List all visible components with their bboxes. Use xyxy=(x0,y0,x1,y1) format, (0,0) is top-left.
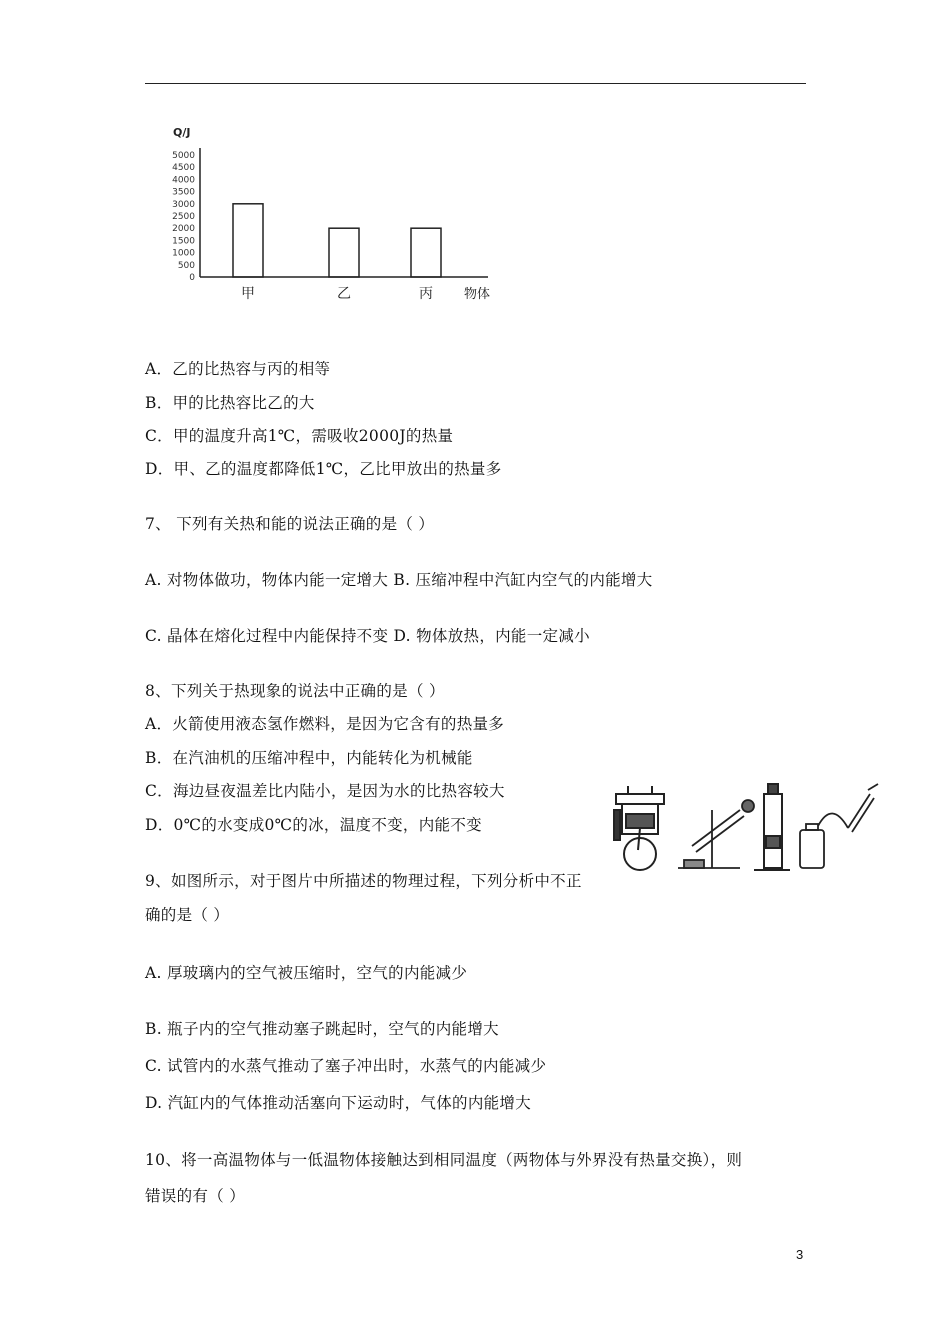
q7-stem: 7、 下列有关热和能的说法正确的是（ ） xyxy=(145,515,435,533)
q10-stem-line1: 10、将一高温物体与一低温物体接触达到相同温度（两物体与外界没有热量交换），则 xyxy=(145,1151,743,1169)
q8-option-a: A．火箭使用液态氢作燃料，是因为它含有的热量多 xyxy=(145,715,505,733)
q8-option-b: B．在汽油机的压缩冲程中，内能转化为机械能 xyxy=(145,749,473,767)
page-number: 3 xyxy=(796,1247,804,1262)
test-tube-drawing xyxy=(678,800,754,868)
physics-apparatus-figure xyxy=(612,780,882,875)
y-tick-label: 2000 xyxy=(172,224,195,235)
q8-option-c: C．海边昼夜温差比内陆小，是因为水的比热容较大 xyxy=(145,782,505,800)
q6-option-a: A．乙的比热容与丙的相等 xyxy=(145,360,331,378)
x-axis-label: 物体 xyxy=(463,287,491,302)
y-tick-label: 0 xyxy=(189,273,195,283)
y-axis-label: Q/J xyxy=(173,126,191,139)
q6-option-d: D．甲、乙的温度都降低1℃，乙比甲放出的热量多 xyxy=(145,460,502,478)
q9-option-b: B. 瓶子内的空气推动塞子跳起时，空气的内能增大 xyxy=(145,1020,499,1038)
y-tick-label: 4000 xyxy=(172,175,195,186)
y-tick-label: 3500 xyxy=(172,187,195,198)
q8-option-d: D．0℃的水变成0℃的冰，温度不变，内能不变 xyxy=(145,816,482,834)
q8-stem: 8、下列关于热现象的说法中正确的是（ ） xyxy=(145,682,445,700)
q7-options-cd: C. 晶体在熔化过程中内能保持不变 D. 物体放热，内能一定减小 xyxy=(145,627,590,645)
q9-stem-line2: 确的是（ ） xyxy=(145,906,230,924)
q6-option-b: B．甲的比热容比乙的大 xyxy=(145,394,315,412)
q9-stem-line1: 9、如图所示，对于图片中所描述的物理过程，下列分析中不正 xyxy=(145,872,582,890)
y-tick-label: 1000 xyxy=(172,248,195,259)
x-tick-label: 甲 xyxy=(241,286,255,302)
y-tick-label: 5000 xyxy=(172,151,195,161)
q6-option-c: C．甲的温度升高1℃，需吸收2000J的热量 xyxy=(145,427,454,445)
y-tick-label: 1500 xyxy=(172,236,195,247)
q9-option-c: C. 试管内的水蒸气推动了塞子冲出时，水蒸气的内能减少 xyxy=(145,1057,547,1075)
heat-bar-chart xyxy=(160,120,500,310)
bottle-pump-drawing xyxy=(800,784,878,868)
air-compression-tube-drawing xyxy=(754,784,790,870)
x-tick-label: 乙 xyxy=(337,286,351,302)
y-tick-label: 2500 xyxy=(172,212,195,222)
bar-3 xyxy=(411,228,441,277)
y-tick-label: 3000 xyxy=(172,199,195,210)
q9-option-d: D. 汽缸内的气体推动活塞向下运动时，气体的内能增大 xyxy=(145,1094,532,1112)
bar-1 xyxy=(233,204,263,277)
q7-options-ab: A. 对物体做功，物体内能一定增大 B. 压缩冲程中汽缸内空气的内能增大 xyxy=(145,571,653,589)
q10-stem-line2: 错误的有（ ） xyxy=(145,1187,246,1205)
q9-option-a: A. 厚玻璃内的空气被压缩时，空气的内能减少 xyxy=(145,964,468,982)
header-rule xyxy=(145,83,806,84)
engine-cylinder-drawing xyxy=(614,786,664,870)
bar-2 xyxy=(329,228,359,277)
x-tick-label: 丙 xyxy=(419,286,433,302)
y-tick-label: 500 xyxy=(177,260,195,271)
y-tick-label: 4500 xyxy=(172,163,195,174)
